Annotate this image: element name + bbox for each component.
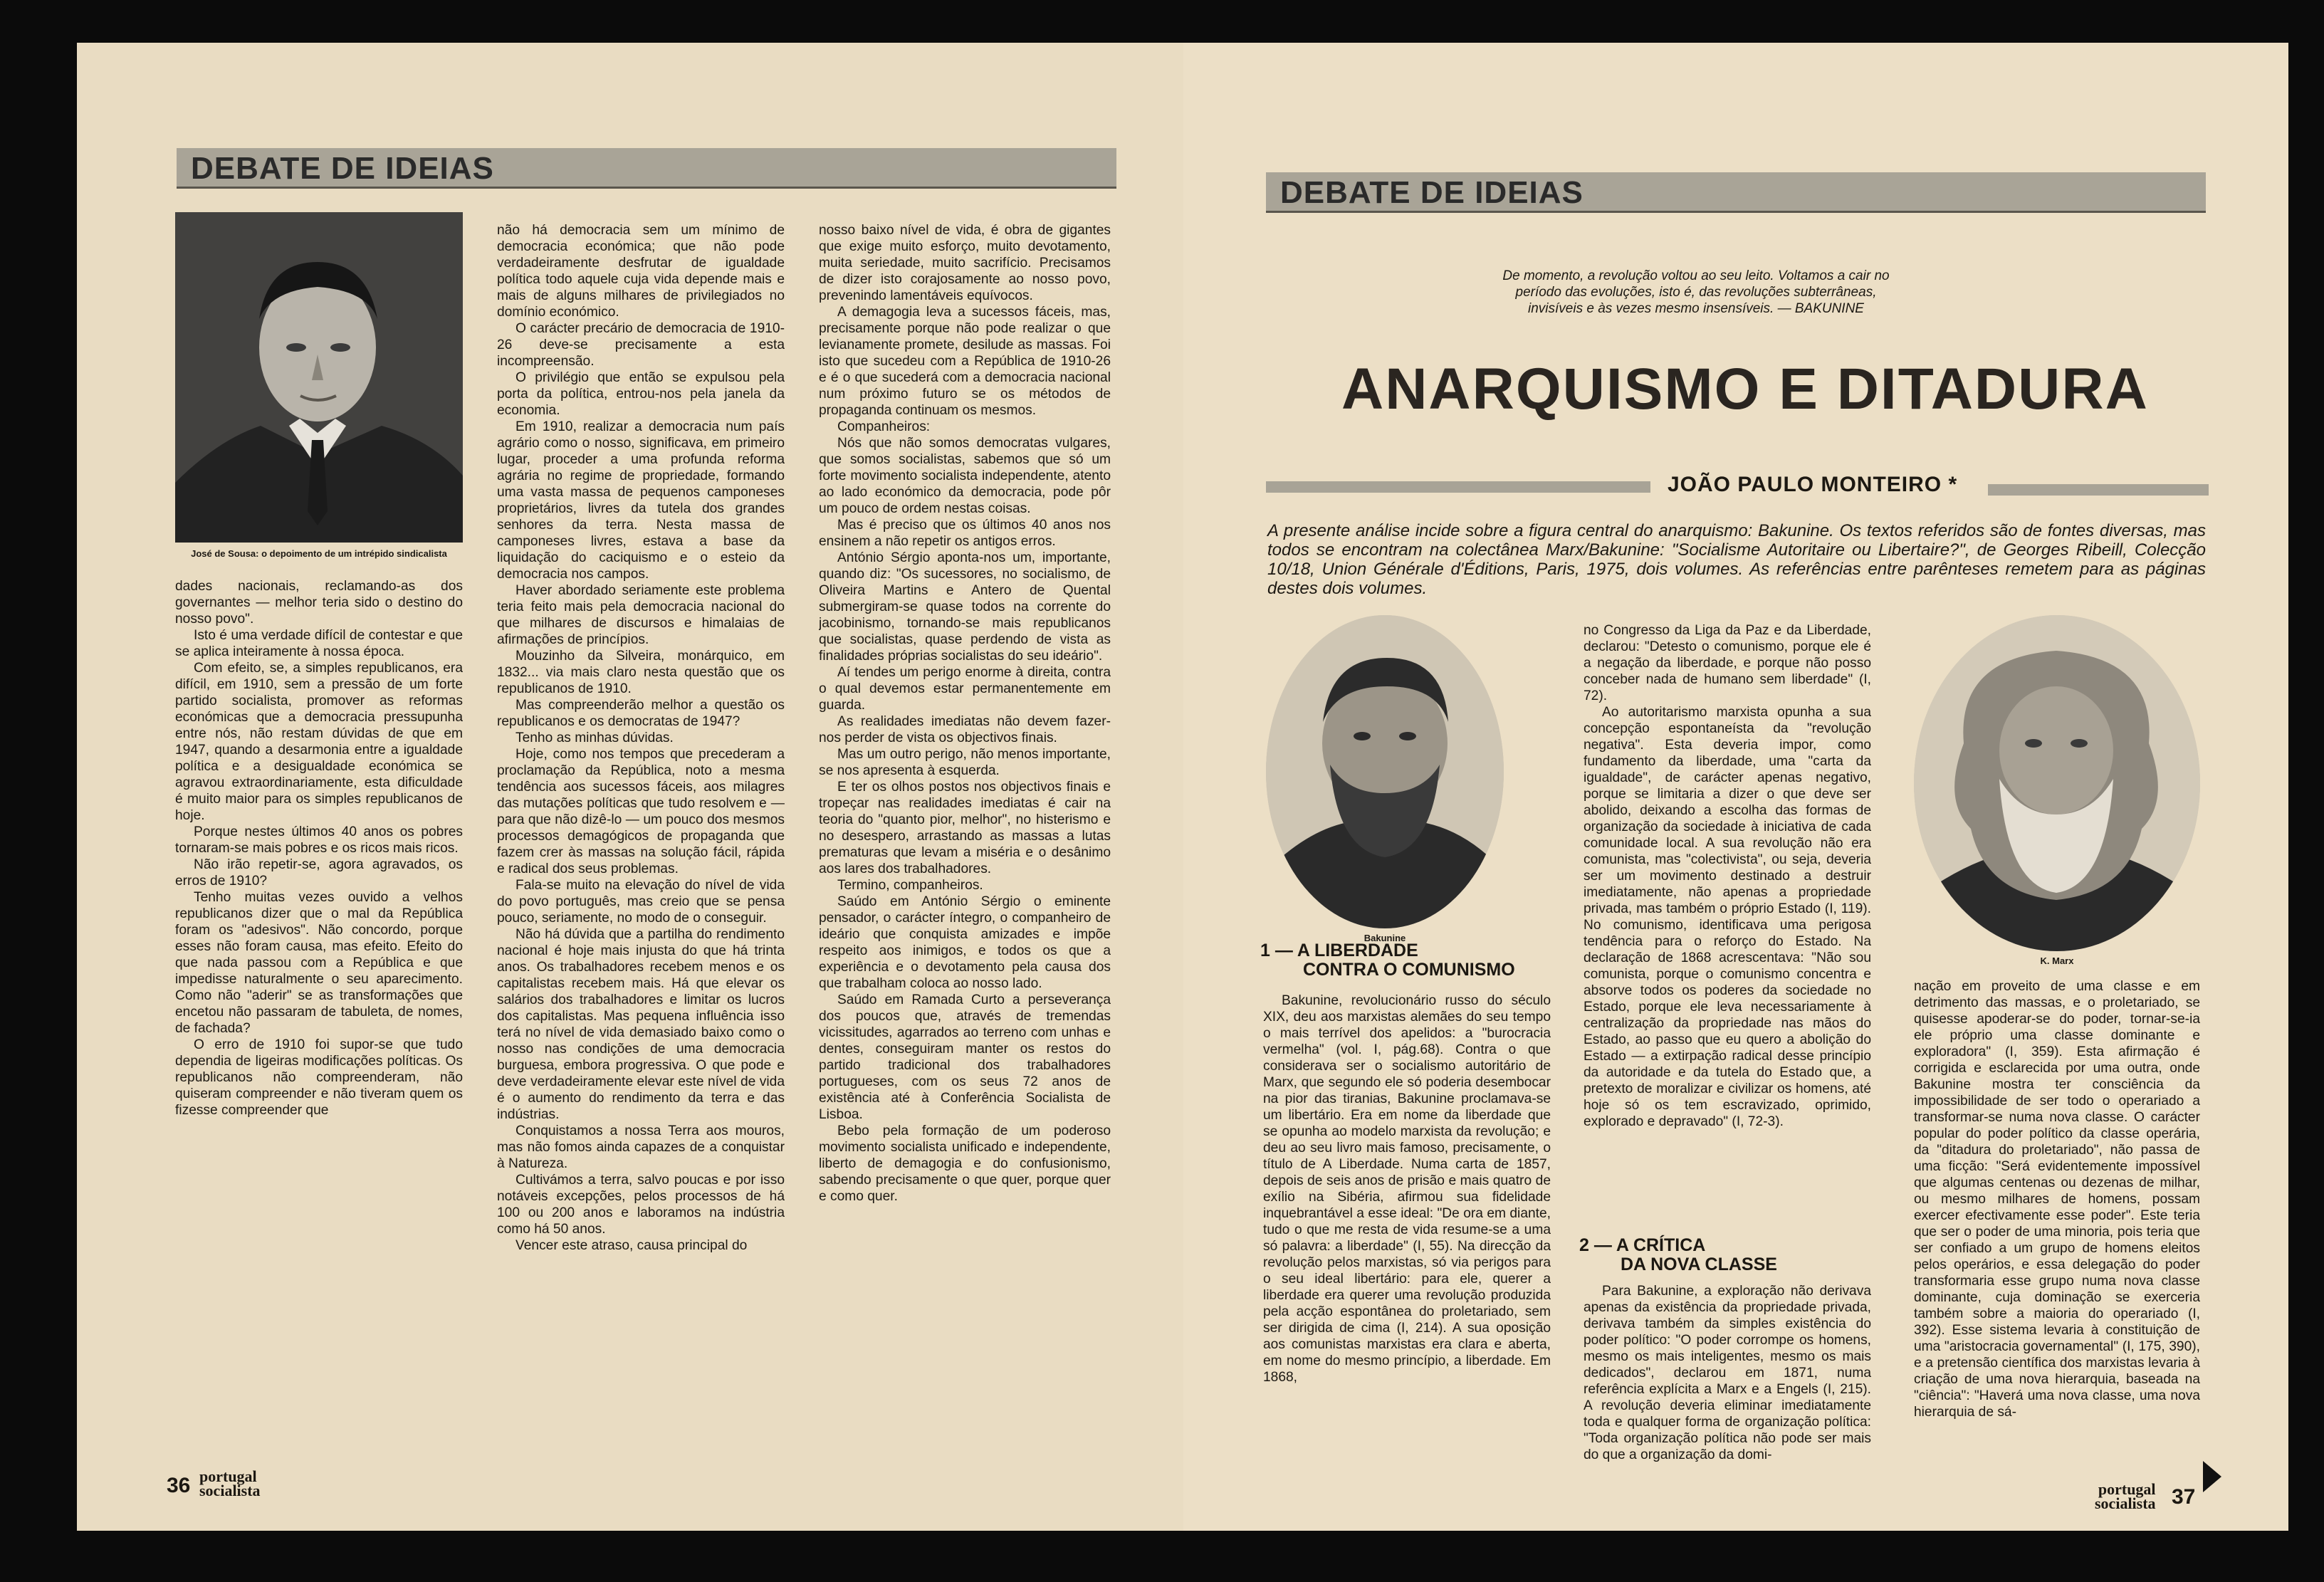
subheading-1 (1260, 941, 1517, 980)
paragraph: Mas compreenderão melhor a questão os republicanos e os democratas de 1947? (497, 698, 785, 729)
paragraph: Com efeito, se, a simples republicanos, era difícil, em 1910, sem a pressão de um forte partido socialista, promover as reformas económicas que a democracia pressupunha entre nós, não restam dúvidas de que em 1947, quando a desarmonia entre a igualdade política e a desigualdade económica se agravou extraordinariamente, esta dificuldade é muito maior para os simples republicanos de hoje. (175, 661, 463, 823)
subheading-line: 1 — A LIBERDADE (1260, 941, 1418, 960)
paragraph: Mas um outro perigo, não menos importante, se nos apresenta à esquerda. (819, 747, 1111, 778)
section-header-right (1266, 172, 2206, 213)
paragraph: Tenho as minhas dúvidas. (515, 730, 674, 745)
paragraph: nosso baixo nível de vida, é obra de gigantes que exige muito esforço, muito devotamento, muita seriedade, muito sacrifício. Precisamos de dizer isto corajosamente ao nosso povo, prevenindo lamentáveis equívocos. (819, 223, 1111, 303)
right-column-3 (1914, 978, 2200, 1497)
left-column-2 (497, 222, 785, 1475)
paragraph: Bakunine, revolucionário russo do século XIX, deu aos marxistas alemães do seu tempo o mais terrível dos apelidos: a "burocracia vermelha" (vol. I, pág.68). Contra o que considerava ser o socialismo autoritário de Marx, que segundo ele só poderia desembocar na pior das tiranias, Bakunine proclamava-se um libertário. Era em nome da liberdade que se opunha ao modelo marxista da revolução; e deu ao seu livro mais famoso, precisamente, o título de A Liberdade. Numa carta de 1857, depois de seis anos de prisão e mais quatro de exílio na Sibéria, afirmou sua fidelidade inquebrantável a esse ideal: "De ora em diante, tudo o que me resta de vida resume-se a uma só palavra: a liberdade" (I, 55). Na direcção da revolução pelos marxistas, só via perigos para o seu ideal libertário: para ele, querer a liberdade era querer uma revolução produzida pela acção espontânea do proletariado, sem ser dirigida de cima (I, 214). A sua oposição aos comunistas marxistas era clara e aberta, em nome do mesmo princípio, a liberdade. Em 1868, (1263, 993, 1551, 1385)
portrait-bearded-man-icon (1266, 615, 1504, 928)
paragraph: O carácter precário de democracia de 1910-26 deve-se precisamente a esta incompreensão. (497, 321, 785, 369)
byline-rule-left (1266, 481, 1650, 493)
logo-line: socialista (199, 1482, 261, 1499)
page-number: 37 (2172, 1485, 2196, 1509)
page-number: 36 (167, 1474, 191, 1497)
paragraph: Saúdo em Ramada Curto a perseverança dos poucos que, através de tremendas vicissitudes, agarrados ao terreno com unhas e dentes, conseguiram manter os restos do partido tradicional dos trabalhadores portugueses, com os seus 72 anos de existência até à Conferência Socialista de Lisboa. (819, 992, 1111, 1122)
article-abstract: A presente análise incide sobre a figura central do anarquismo: Bakunine. Os textos referidos são de fontes diversas, mas todos se encontram na colectânea Marx/Bakunine: "Socialisme Autoritaire ou Libertaire?", de Georges Ribeill, Colecção 10/18, Union Générale d'Éditions, Paris, 1975, dois volumes. As referências entre parênteses remetem para as páginas destes dois volumes. (1267, 521, 2206, 598)
byline-rule-right (1988, 484, 2209, 496)
right-column-2 (1584, 622, 1871, 1235)
paragraph: Mouzinho da Silveira, monárquico, em 1832... via mais claro nesta questão que os republicanos de 1910. (497, 649, 785, 696)
portrait-marx (1914, 615, 2200, 951)
paragraph: não há democracia sem um mínimo de democracia económica; que não pode verdadeiramente desfrutar de igualdade política todo aquele cuja vida depende mais e mais de alguns milhares de privilegiados no domínio económico. (497, 223, 785, 320)
paragraph: António Sérgio aponta-nos um, importante, quando diz: "Os sucessores, no socialismo, de Oliveira Martins e Antero de Quental submergiram-se quase todos na corrente do jacobinismo, tornando-se mais republicanos que socialistas, quase perdendo de vista as finalidades próprias socialistas do seu ideário". (819, 550, 1111, 664)
magazine-logo (2095, 1482, 2156, 1511)
portrait-photo-jose-de-sousa (175, 212, 463, 543)
section-title: DEBATE DE IDEIAS (191, 151, 494, 186)
caption-marx: K. Marx (2040, 955, 2074, 966)
paragraph: Porque nestes últimos 40 anos os pobres tornaram-se mais pobres e os ricos mais ricos. (175, 824, 463, 856)
photo-caption: José de Sousa: o depoimento de um intrépido sindicalista (191, 548, 447, 559)
paragraph: O privilégio que então se expulsou pela porta da política, entrou-nos pela janela da economia. (497, 370, 785, 418)
epigraph: De momento, a revolução voltou ao seu leito. Voltamos a cair no período das evoluções, isto é, das revoluções subterrâneas, invisíveis e às vezes mesmo insensíveis. — BAKUNINE (1502, 268, 1890, 316)
paragraph: Fala-se muito na elevação do nível de vida do povo português, mas creio que se pensa pouco, seriamente, no modo de o conseguir. (497, 878, 785, 926)
portrait-man-icon (175, 212, 463, 543)
paragraph: Cultivámos a terra, salvo poucas e por isso notáveis excepções, pelos processos de há 100 ou 200 anos e laboramos na indústria como há 50 anos. (497, 1173, 785, 1237)
paragraph: As realidades imediatas não devem fazer-nos perder de vista os objectivos finais. (819, 714, 1111, 745)
right-page (1183, 43, 2288, 1531)
continue-arrow-icon (2203, 1461, 2221, 1492)
logo-line: portugal (199, 1467, 257, 1485)
caption-bakunine: Bakunine (1363, 933, 1406, 943)
paragraph: Ao autoritarismo marxista opunha a sua concepção espontaneísta da "revolução negativa". Esta deveria impor, como fundamento da liberdade, uma "carta da igualdade", de carácter apenas negativo, porque se limitaria a dizer o que deve ser abolido, deixando a escolha das formas de organização da sociedade à iniciativa de cada comunidade local. A sua revolução não era comunista, mas "colectivista", ou seja, deveria ser um movimento destinado a destruir imediatamente, não apenas a propriedade privada, mas também o próprio Estado (I, 119). No comunismo, identificava uma perigosa tendência para o reforço do Estado. Na declaração de 1868 acrescentava: "Não sou comunista, porque o comunismo concentra e absorve todos os poderes da sociedade no Estado, porque ele leva necessariamente à centralização da propriedade nas mãos do Estado, ao passo que eu quero a abolição do Estado — a extirpação radical desse princípio da autoridade e da tutela do Estado que, a pretexto de moralizar e civilizar os homens, até hoje só os tem escravizado, oprimido, explorado e depravado" (I, 72-3). (1584, 705, 1871, 1129)
paragraph: Mas é preciso que os últimos 40 anos nos ensinem a não repetir os antigos erros. (819, 518, 1111, 549)
paragraph: Em 1910, realizar a democracia num país agrário como o nosso, significava, em primeiro lugar, proceder a uma profunda reforma agrária no regime de propriedade, formando uma vasta massa de pequenos camponeses proprietários, livres da tutela dos grandes senhores da terra. Nesta massa de camponeses livres, estava a base da liquidação do caciquismo e o esteio da democracia nos campos. (497, 419, 785, 582)
article-headline: ANARQUISMO E DITADURA (1341, 357, 2149, 421)
author-byline: JOÃO PAULO MONTEIRO * (1668, 473, 1958, 496)
paragraph: Tenho muitas vezes ouvido a velhos republicanos dizer que o mal da República foram os "adesivos". Não concordo, porque esses não foram causa, mas efeito. Efeito do que nada passou com a República e que impedisse naturalmente o seu aparecimento. Como não "aderir" se as transformações que encetou não passaram de tabuleta, de nomes, de fachada? (175, 890, 463, 1036)
section-title: DEBATE DE IDEIAS (1280, 175, 1584, 210)
paragraph: E ter os olhos postos nos objectivos finais e tropeçar nas realidades imediatas é cair na teoria do "quanto pior, melhor", no histerismo e no desespero, arrastando as massas a lutas prematuras que levam a miséria e o desânimo aos lares dos trabalhadores. (819, 780, 1111, 876)
paragraph: A demagogia leva a sucessos fáceis, mas, precisamente porque não pode realizar o que levianamente promete, desilude as massas. Foi isto que sucedeu com a República de 1910-26 e é o que sucederá com a democracia nacional num próximo futuro se os métodos de propaganda continuam os mesmos. (819, 305, 1111, 418)
paragraph: Para Bakunine, a exploração não derivava apenas da existência da propriedade privada, derivava também da simples existência do poder político: "O poder corrompe os homens, mesmo os mais inteligentes, mesmo os mais dedicados", declarou em 1871, numa referência explícita a Marx e a Engels (I, 215). A revolução deveria eliminar imediatamente toda e qualquer forma de organização política: "Toda organização política não pode ser mais do que a organização da domi- (1584, 1284, 1871, 1462)
paragraph: no Congresso da Liga da Paz e da Liberdade, declarou: "Detesto o comunismo, porque ele é a negação da liberdade, e porque não posso conceber nada de humano sem liberdade" (I, 72). (1584, 623, 1871, 703)
paragraph: Conquistamos a nossa Terra aos mouros, mas não fomos ainda capazes de a conquistar à Natureza. (497, 1123, 785, 1171)
portrait-marx-icon (1914, 615, 2200, 951)
paragraph: Termino, companheiros. (837, 878, 983, 893)
logo-line: portugal (2098, 1480, 2156, 1498)
paragraph: nação em proveito de uma classe e em detrimento das massas, e o proletariado, se quisesse apoderar-se do poder, tornar-se-ia ele próprio uma classe dominante e exploradora" (I, 359). Esta afirmação é corrigida e esclarecida por uma outra, onde Bakunine mostra ter consciência da impossibilidade de ser todo o operariado a transformar-se numa nova classe. O carácter popular do poder político da classe operária, da "ditadura do proletariado", não passa de uma ficção: "Será evidentemente impossível que algumas centenas ou dezenas de milhar, ou mesmo milhares de homens, possam exercer efectivamente esse poder". Este teria que ser o poder de uma minoria, pois teria que ser confiado a um grupo de homens eleitos pelos operários, e essa delegação do poder transformaria esse grupo numa nova classe dominante, cuja dominação se exerceria também sobre a maioria do operariado (I, 392). Esse sistema levaria à constituição de uma "aristocracia governamental" (I, 175, 390), e a pretensão científica dos marxistas levaria à criação de uma nova hierarquia, baseada na "ciência": "Haverá uma nova classe, uma nova hierarquia de sá- (1914, 979, 2200, 1420)
portrait-bakunine (1266, 615, 1504, 928)
right-column-1 (1263, 992, 1551, 1491)
paragraph: Nós que não somos democratas vulgares, que somos socialistas, sabemos que só um forte movimento socialista independente, atento ao lado económico da democracia, pode pôr um pouco de ordem nestas coisas. (819, 436, 1111, 516)
paragraph: Aí tendes um perigo enorme à direita, contra o qual devemos estar permanentemente em guarda. (819, 665, 1111, 713)
subheading-line: 2 — A CRÍTICA (1579, 1235, 1706, 1255)
left-page (77, 43, 1200, 1531)
paragraph: dades nacionais, reclamando-as dos governantes — melhor teria sido o destino do nosso povo". (175, 579, 463, 627)
paragraph: O erro de 1910 foi supor-se que tudo dependia de ligeiras modificações políticas. Os republicanos não compreenderam, não quiseram compreender e não tiveram quem os fizesse compreender que (175, 1037, 463, 1118)
paragraph: Não irão repetir-se, agora agravados, os erros de 1910? (175, 857, 463, 889)
paragraph: Não há dúvida que a partilha do rendimento nacional é hoje mais injusta do que há trinta anos. Os trabalhadores recebem menos e os capitalistas recebem mais. Há que elevar os salários dos trabalhadores e limitar os lucros dos capitalistas. Mas pequena influência isso terá no nível de vida demasiado baixo como o nosso nas condições de uma democracia burguesa, embora progressiva. O que pode e deve verdadeiramente elevar este nível de vida é o aumento do rendimento da terra e das indústrias. (497, 927, 785, 1122)
right-column-2b (1584, 1283, 1871, 1497)
paragraph: Vencer este atraso, causa principal do (515, 1238, 748, 1253)
paragraph: Bebo pela formação de um poderoso movimento socialista unificado e independente, liberto de demagogia e do confusionismo, sabendo precisamente o que quer, porque quer e como quer. (819, 1123, 1111, 1204)
logo-line: socialista (2095, 1494, 2156, 1512)
subheading-2 (1579, 1236, 1867, 1274)
paragraph: Saúdo em António Sérgio o eminente pensador, o carácter íntegro, o companheiro de ideário que conquista amizades e impõe respeito aos inimigos, e todos os que a experiência e o devotamento pela causa dos que trabalham coloca ao nosso lado. (819, 894, 1111, 991)
paragraph: Companheiros: (837, 419, 931, 434)
subheading-line: DA NOVA CLASSE (1621, 1254, 1777, 1274)
paragraph: Isto é uma verdade difícil de contestar e que se aplica inteiramente à nossa época. (175, 628, 463, 659)
paragraph: Hoje, como nos tempos que precederam a proclamação da República, noto a mesma tendência aos sucessos fáceis, aos milagres das mutações políticas que tudo resolvem e — para que não dizê-lo — um pouco dos mesmos processos demagógicos de propaganda que fazem crer às massas na solução fácil, rápida e radical dos seus problemas. (497, 747, 785, 876)
section-header-left (177, 148, 1116, 189)
subheading-line: CONTRA O COMUNISMO (1303, 960, 1515, 980)
left-column-3 (819, 222, 1111, 1475)
left-column-1 (175, 578, 463, 1468)
magazine-logo (199, 1467, 261, 1499)
paragraph: Haver abordado seriamente este problema teria feito mais pela democracia nacional do que milhares de discursos e himalaias de afirmações de princípios. (497, 583, 785, 647)
